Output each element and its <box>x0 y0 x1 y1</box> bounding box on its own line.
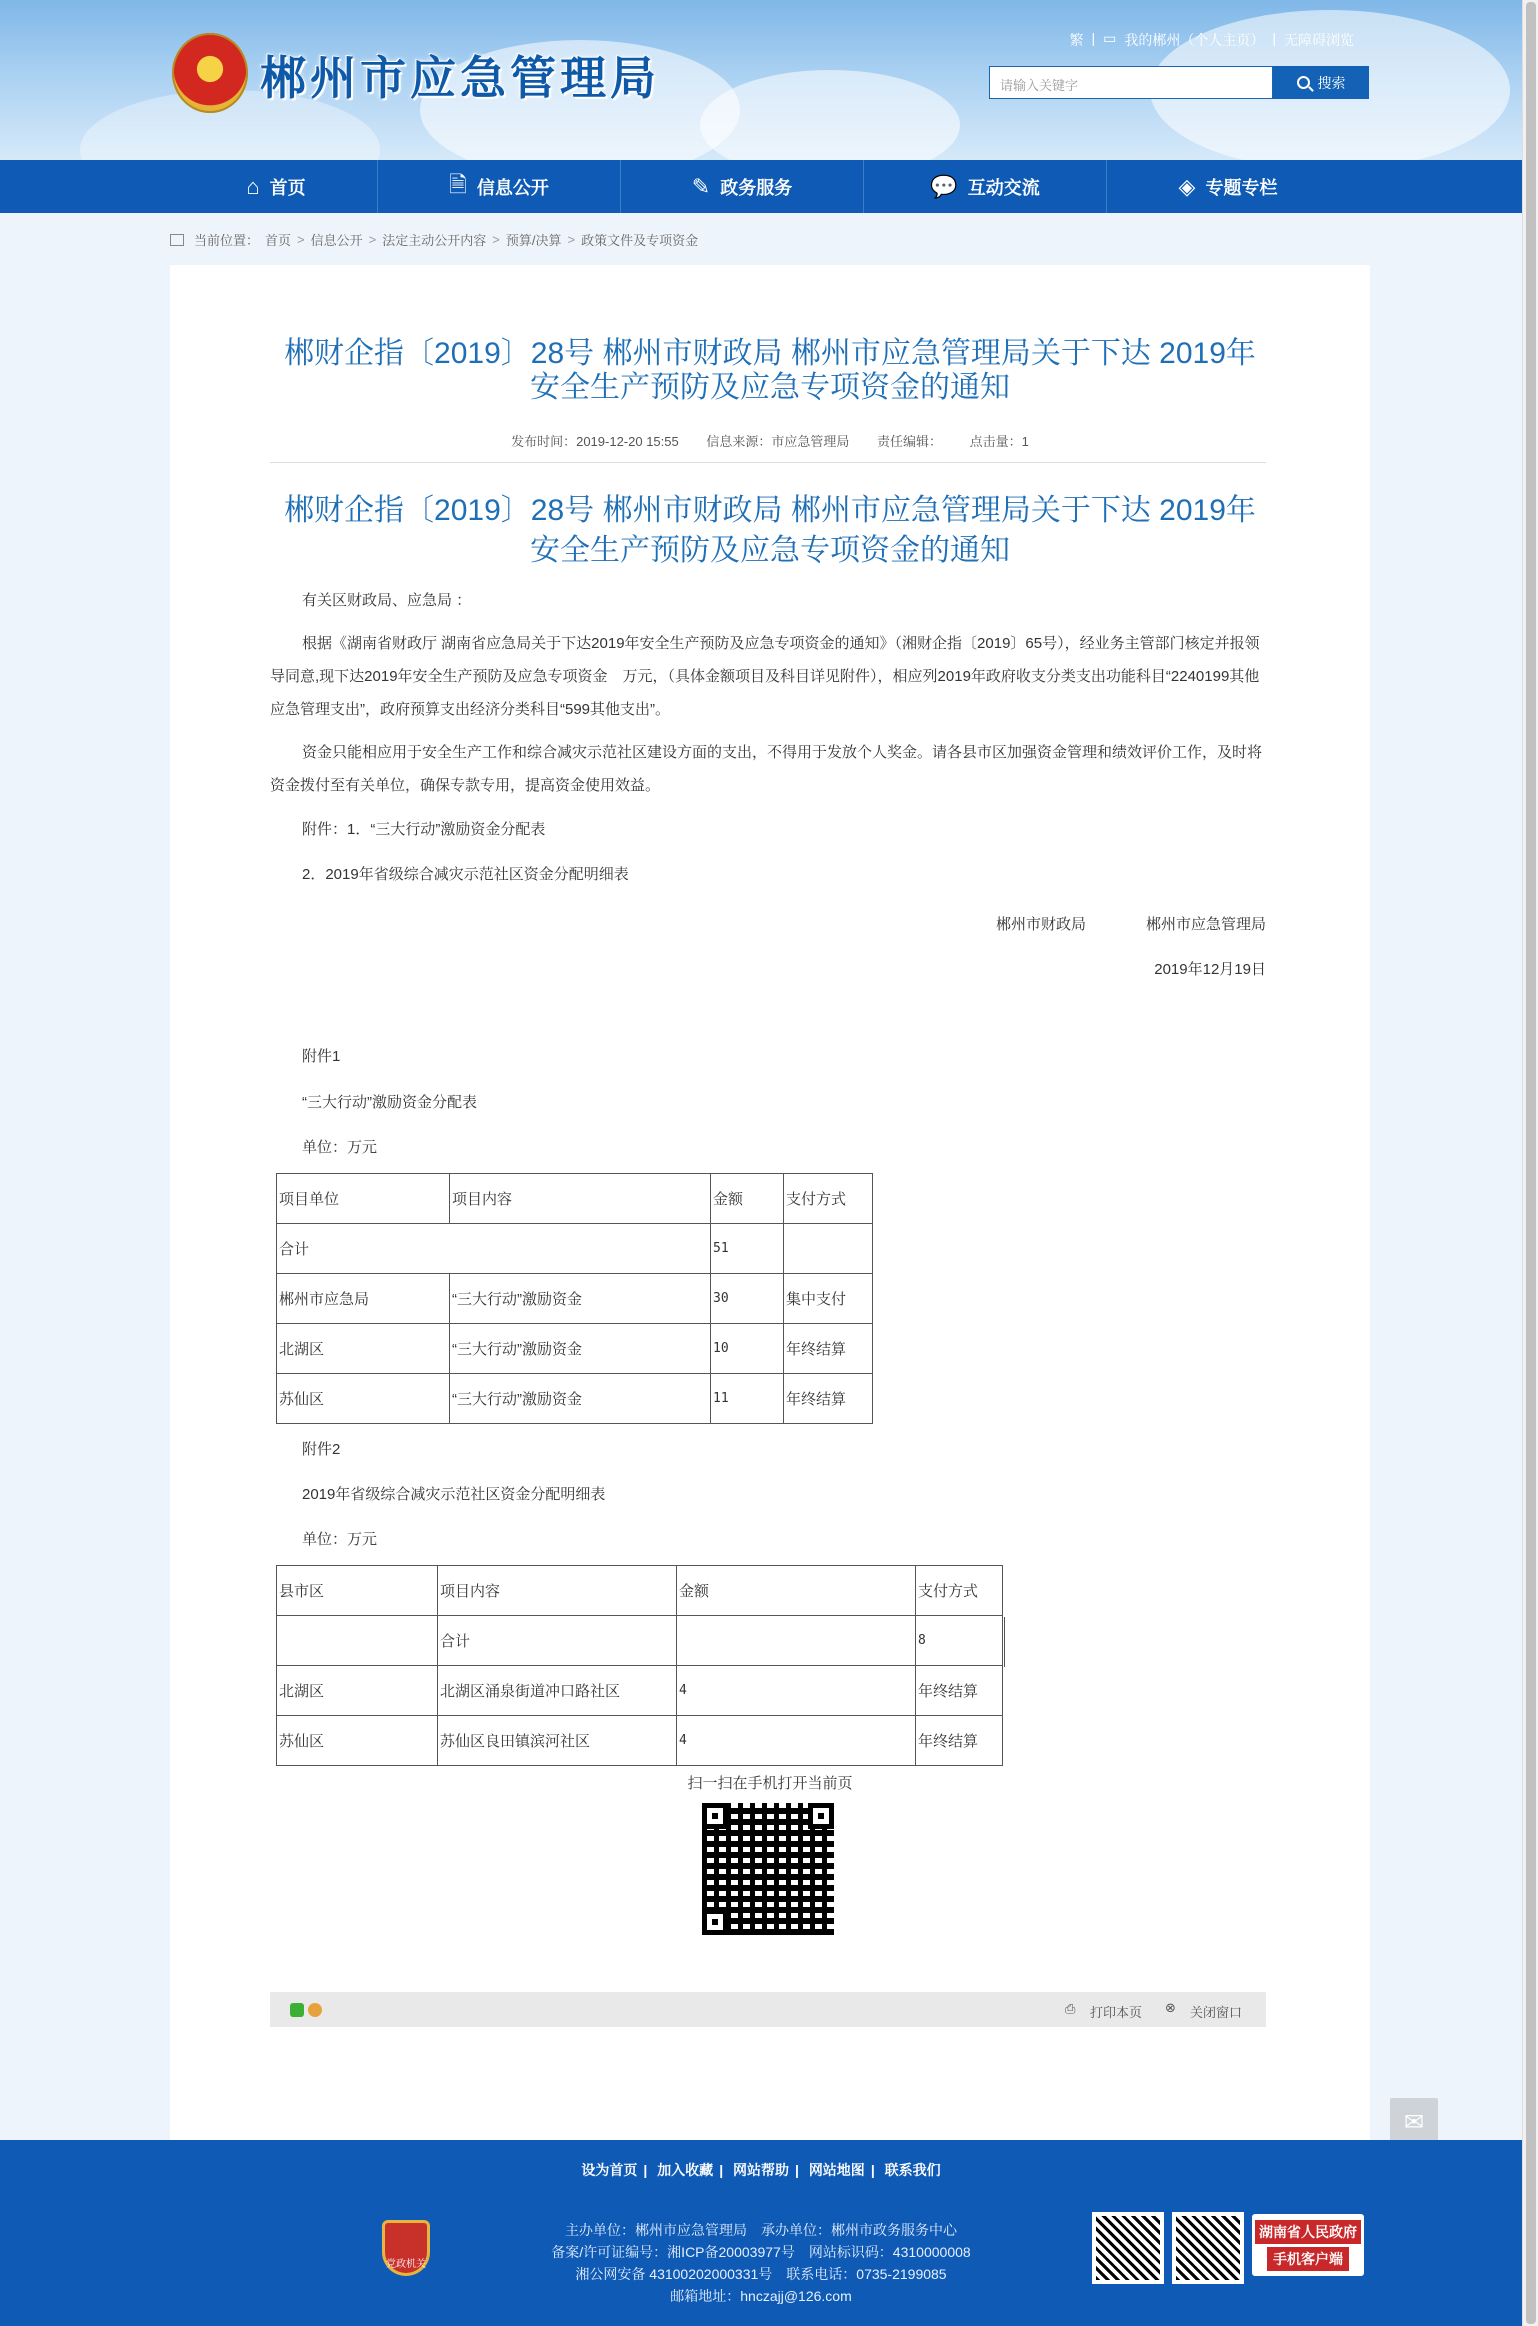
home-icon <box>170 234 184 246</box>
signed-date: 2019年12月19日 <box>1154 961 1266 978</box>
edit-icon: ✎ <box>691 173 711 199</box>
annex-title: 2019年省级综合减灾示范社区资金分配明细表 <box>302 1486 606 1503</box>
table-header: 金额 <box>677 1566 916 1616</box>
search-button-label: 搜索 <box>1317 74 1346 91</box>
table-cell: 4 <box>677 1716 916 1766</box>
source: 信息来源：市应急管理局 <box>706 434 850 449</box>
table-header: 项目内容 <box>450 1174 711 1224</box>
breadcrumb: 当前位置： 首页 > 信息公开 > 法定主动公开内容 > 预算/决算 > 政策文件及专项资金 <box>170 230 698 249</box>
footer-link[interactable]: 加入收藏 <box>657 2162 714 2178</box>
table-cell: 30 <box>711 1274 784 1324</box>
table-cell: 苏仙区 <box>277 1374 450 1424</box>
attachment-line: 附件：1．“三大行动”激励资金分配表 <box>302 821 546 838</box>
body-title <box>270 491 1270 571</box>
table-cell: 年终结算 <box>916 1666 1003 1716</box>
nav-label: 互动交流 <box>967 177 1040 198</box>
footer-link[interactable]: 网站帮助 <box>733 2162 789 2178</box>
page-title <box>270 337 1270 405</box>
nav-label: 政务服务 <box>720 177 793 198</box>
table-row <box>277 1716 1003 1766</box>
table-cell <box>784 1224 873 1274</box>
footer-sponsor: 主办单位：郴州市应急管理局 承办单位：郴州市政务服务中心 <box>565 2222 957 2238</box>
nav-item-interaction[interactable] <box>864 160 1107 213</box>
site-header <box>0 0 1522 160</box>
annex-title: “三大行动”激励资金分配表 <box>302 1094 477 1111</box>
table-cell: “三大行动”激励资金 <box>450 1274 711 1324</box>
traditional-chinese-link[interactable]: 繁 <box>1069 32 1084 48</box>
document-icon: 🗎 <box>449 171 467 197</box>
table-cell: 合计 <box>277 1224 711 1274</box>
table-header-row <box>277 1566 1003 1616</box>
table-cell: 10 <box>711 1324 784 1374</box>
footer-icp: 备案/许可证编号：湘ICP备20003977号 网站标识码：4310000008 <box>551 2244 971 2260</box>
table-row <box>277 1374 873 1424</box>
annex-label: 附件2 <box>302 1441 341 1458</box>
table-cell: “三大行动”激励资金 <box>450 1324 711 1374</box>
table-cell <box>677 1616 916 1666</box>
close-window-button[interactable]: 关闭窗口 <box>1190 2005 1243 2020</box>
search-input[interactable]: 请输入关键字 <box>989 66 1273 99</box>
title-line: 郴财企指〔2019〕28号 郴州市财政局 郴州市应急管理局关于下达 2019年 <box>284 494 1256 527</box>
weibo-share-icon[interactable] <box>308 2003 322 2017</box>
article-toolbar <box>270 1992 1266 2027</box>
footer-link[interactable]: 联系我们 <box>884 2162 941 2178</box>
signers: 郴州市财政局 郴州市应急管理局 <box>995 916 1266 933</box>
top-links: 繁 | ▭ 我的郴州（个人主页） | 无障碍浏览 <box>1069 30 1354 48</box>
allocation-table-2 <box>276 1565 1003 1766</box>
table-header-row <box>277 1174 873 1224</box>
title-line: 安全生产预防及应急专项资金的通知 <box>530 371 1010 404</box>
breadcrumb-item[interactable]: 政策文件及专项资金 <box>581 233 699 248</box>
annex-label: 附件1 <box>302 1048 341 1065</box>
table-row <box>277 1324 873 1374</box>
home-icon: ⌂ <box>246 173 260 199</box>
main-nav <box>0 160 1522 213</box>
salutation: 有关区财政局、应急局 ： <box>302 592 472 609</box>
site-footer <box>0 2140 1522 2326</box>
nav-item-topics[interactable] <box>1107 160 1349 213</box>
table-cell: 合计 <box>438 1616 677 1666</box>
footer-links: 设为首页 | 加入收藏 | 网站帮助 | 网站地图 | 联系我们 <box>581 2162 941 2178</box>
article-meta <box>270 431 1270 450</box>
nav-label: 专题专栏 <box>1205 177 1278 198</box>
table-header: 县市区 <box>277 1566 438 1616</box>
hit-count: 点击量：1 <box>969 434 1029 449</box>
gov-app-title: 湖南省人民政府 <box>1255 2220 1361 2244</box>
wechat-icon: ✉ <box>1403 2108 1425 2136</box>
footer-qr-code <box>1172 2212 1244 2284</box>
search-icon <box>1297 76 1310 89</box>
table-header: 支付方式 <box>916 1566 1003 1616</box>
footer-police-record: 湘公网安备 43100202000331号 联系电话：0735-2199085 <box>575 2266 947 2282</box>
breadcrumb-prefix: 当前位置： <box>194 233 260 248</box>
nav-label: 首页 <box>269 177 306 198</box>
table-cell: 11 <box>711 1374 784 1424</box>
table-header: 项目单位 <box>277 1174 450 1224</box>
table-cell: 集中支付 <box>784 1274 873 1324</box>
badge-label: 党政机关 <box>386 2259 426 2270</box>
table-cell: 4 <box>677 1666 916 1716</box>
table-row <box>277 1224 873 1274</box>
table-cell: 苏仙区良田镇滨河社区 <box>438 1716 677 1766</box>
table-cell: 北湖区涌泉街道冲口路社区 <box>438 1666 677 1716</box>
publish-time: 发布时间：2019-12-20 15:55 <box>511 434 679 449</box>
site-title: 郴州市应急管理局 <box>260 52 660 104</box>
table-cell: 苏仙区 <box>277 1716 438 1766</box>
divider <box>270 462 1266 463</box>
title-line: 郴财企指〔2019〕28号 郴州市财政局 郴州市应急管理局关于下达 2019年 <box>284 337 1256 370</box>
page-qr-code <box>702 1803 834 1935</box>
table-header: 项目内容 <box>438 1566 677 1616</box>
table-cell <box>277 1616 438 1666</box>
table-cell: 51 <box>711 1224 784 1274</box>
national-emblem-icon <box>172 33 248 113</box>
breadcrumb-item[interactable]: 法定主动公开内容 <box>382 233 487 248</box>
monitor-icon: ▭ <box>1103 30 1117 46</box>
nav-item-home[interactable] <box>175 160 378 213</box>
breadcrumb-item[interactable]: 首页 <box>265 233 292 248</box>
nav-label: 信息公开 <box>476 177 549 198</box>
hunan-gov-app-link[interactable] <box>1252 2214 1364 2276</box>
footer-email: 邮箱地址：hnczajj@126.com <box>670 2288 852 2304</box>
nav-item-services[interactable] <box>621 160 864 213</box>
qr-label: 扫一扫在手机打开当前页 <box>687 1775 853 1792</box>
paragraph: 资金只能相应用于安全生产工作和综合减灾示范社区建设方面的支出，不得用于发放个人奖金。请各县市区加强资金管理和绩效评价工作，及时将资金拨付至有关单位，确保专款专用，提高资金使用效益。 <box>270 744 1263 794</box>
footer-link[interactable]: 网站地图 <box>808 2162 865 2178</box>
table-row <box>277 1616 1003 1666</box>
unit-label: 单位：万元 <box>302 1531 378 1548</box>
gov-app-subtitle: 手机客户端 <box>1267 2247 1349 2271</box>
wechat-share-icon[interactable] <box>290 2003 304 2017</box>
wechat-float-button[interactable] <box>1390 2098 1438 2146</box>
article-panel <box>170 265 1370 2145</box>
close-icon: ⊗ <box>1165 2000 1176 2015</box>
my-chenzhou-link[interactable]: 我的郴州（个人主页） <box>1124 32 1265 48</box>
table-row <box>277 1666 1003 1716</box>
layers-icon: ◈ <box>1178 173 1196 199</box>
breadcrumb-item[interactable]: 信息公开 <box>310 233 363 248</box>
footer-qr-code <box>1092 2212 1164 2284</box>
print-icon: ⎙ <box>1065 2001 1076 2016</box>
editor: 责任编辑： <box>877 434 943 449</box>
scrollbar-thumb[interactable] <box>1526 2 1536 2324</box>
table-cell: 8 <box>916 1616 1003 1666</box>
print-button[interactable]: 打印本页 <box>1090 2005 1143 2020</box>
table-cell: 年终结算 <box>784 1374 873 1424</box>
table-border-stub <box>1004 1617 1005 1667</box>
nav-item-info[interactable] <box>378 160 621 213</box>
attachment-line: 2．2019年省级综合减灾示范社区资金分配明细表 <box>302 866 629 883</box>
search-button[interactable] <box>1273 66 1369 99</box>
table-header: 金额 <box>711 1174 784 1224</box>
table-cell: 北湖区 <box>277 1324 450 1374</box>
table-cell: 年终结算 <box>784 1324 873 1374</box>
table-row <box>277 1274 873 1324</box>
table-cell: 北湖区 <box>277 1666 438 1716</box>
table-header: 支付方式 <box>784 1174 873 1224</box>
paragraph: 根据《湖南省财政厅 湖南省应急局关于下达2019年安全生产预防及应急专项资金的通知》（湘财企指〔2019〕65号），经业务主管部门核定并报领导同意,现下达2019年安全生产预防及应急专项资金 万元，（具体金额项目及科目详见附件），相应列2019年政府收支分类支出功能科目“2240199其他应急管理支出”，政府预算支出经济分类科目“599其他支出”。 <box>270 635 1260 718</box>
table-cell: “三大行动”激励资金 <box>450 1374 711 1424</box>
title-line: 安全生产预防及应急专项资金的通知 <box>530 534 1010 567</box>
chat-icon: 💬 <box>930 173 958 199</box>
unit-label: 单位：万元 <box>302 1139 378 1156</box>
scrollbar[interactable] <box>1522 0 1538 2326</box>
accessibility-link[interactable]: 无障碍浏览 <box>1284 32 1354 48</box>
footer-link[interactable]: 设为首页 <box>581 2162 638 2178</box>
breadcrumb-item[interactable]: 预算/决算 <box>505 233 562 248</box>
allocation-table-1 <box>276 1173 873 1424</box>
table-cell: 郴州市应急局 <box>277 1274 450 1324</box>
table-cell: 年终结算 <box>916 1716 1003 1766</box>
